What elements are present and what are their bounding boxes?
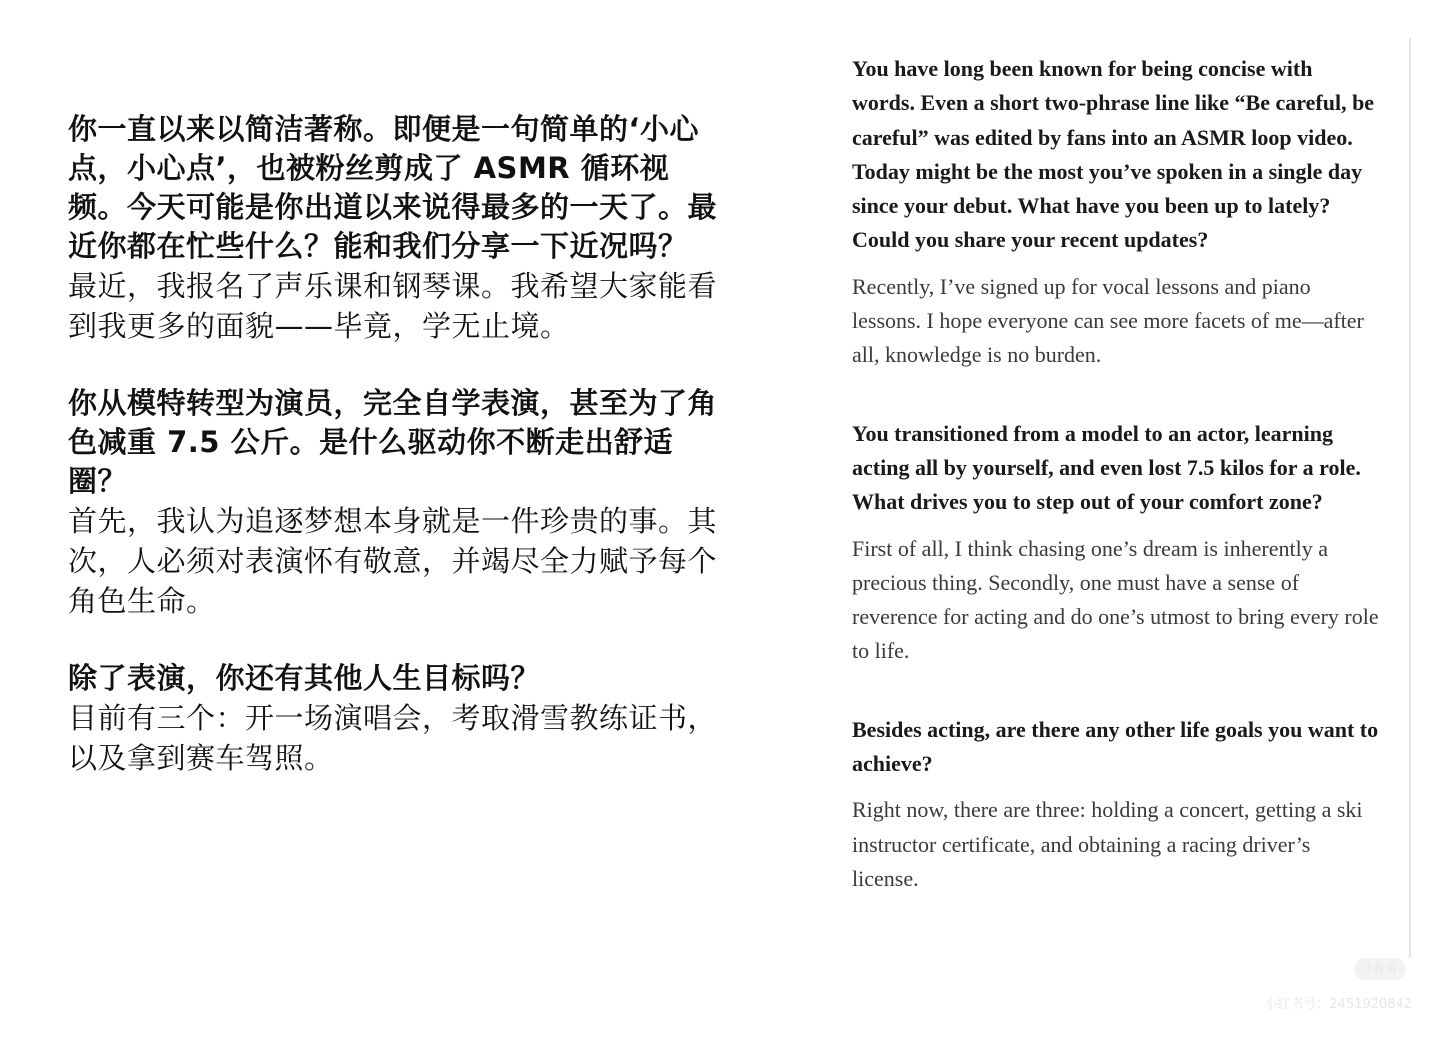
question-zh-1: 你一直以来以简洁著称。即便是一句简单的‘小心点，小心点’，也被粉丝剪成了 ASMR 循环视频。今天可能是你出道以来说得最多的一天了。最近你都在忙些什么？能和我们分享一下近况吗？ [68,112,718,263]
answer-en-2: First of all, I think chasing one’s dream is inherently a precious thing. Secondly, one must have a sense of reverence for acting and do one’s utmost to bring every role to life. [852,535,1379,664]
chinese-article [68,110,718,816]
watermark-text: 小红书号：2451920842 [1264,997,1412,1012]
panel-divider [1409,38,1411,958]
qa-block-en-1 [852,52,1380,373]
english-article [852,52,1380,940]
qa-block-zh-3 [68,659,718,778]
qa-block-zh-2 [68,384,718,621]
question-en-1: You have long been known for being concise with words. Even a short two-phrase line like “Be careful, be careful” was edited by fans into an ASMR loop video. Today might be the most you’ve spoken in a single day since your debut. What have you been up to lately? Could you share your recent updates? [852,56,1375,253]
watermark-badge: 小红书 [1354,958,1406,980]
answer-zh-1: 最近，我报名了声乐课和钢琴课。我希望大家能看到我更多的面貌——毕竟，学无止境。 [68,269,718,343]
answer-en-1: Recently, I’ve signed up for vocal lessons and piano lessons. I hope everyone can see more facets of me—after all, knowledge is no burden. [852,273,1364,368]
qa-block-zh-1 [68,110,718,346]
answer-en-3: Right now, there are three: holding a concert, getting a ski instructor certificate, and obtaining a racing driver’s license. [852,797,1363,891]
qa-block-en-3 [852,713,1380,896]
question-zh-3: 除了表演，你还有其他人生目标吗？ [68,661,541,695]
qa-block-en-2 [852,417,1380,669]
answer-zh-2: 首先，我认为追逐梦想本身就是一件珍贵的事。其次，人必须对表演怀有敬意，并竭尽全力赋予每个角色生命。 [68,504,718,618]
question-en-3: Besides acting, are there any other life goals you want to achieve? [852,716,1379,777]
answer-zh-3: 目前有三个：开一场演唱会，考取滑雪教练证书，以及拿到赛车驾照。 [68,701,718,775]
question-en-2: You transitioned from a model to an actor, learning acting all by yourself, and even lost 7.5 kilos for a role. What drives you to step out of your comfort zone? [852,420,1361,515]
question-zh-2: 你从模特转型为演员，完全自学表演，甚至为了角色减重 7.5 公斤。是什么驱动你不断走出舒适圈？ [68,386,718,498]
